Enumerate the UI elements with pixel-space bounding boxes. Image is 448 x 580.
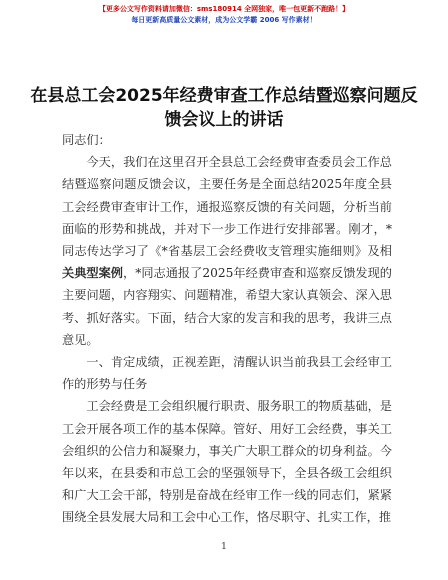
paragraph-3: 工会经费是工会组织履行职责、服务职工的物质基础，是工会开展各项工作的基本保障。管好、用好工会经费，事关工会组织的公信力和凝聚力，事关广大职工群众的切身利益。今年以来，在县委和市总工会的坚强领导下，全县各级工会组织和广大工会干部，特别是奋战在经审工作一线的同志们，紧紧围绕全县发展大局和工会中心工作，恪尽职守、扎实工作，推 bbox=[62, 399, 392, 525]
banner-line-1: 【更多公文写作资料请加微信：sms180914 全网独家，唯一包更新不跑路！】 bbox=[98, 5, 350, 13]
salutation: 同志们： bbox=[62, 133, 111, 147]
paragraph-1-text-a: 今天，我们在这里召开全县总工会经费审查委员会工作总结暨巡察问题反馈会议，主要任务是全面总结2025年度全县工会经费审查审计工作，通报巡察反馈的有关问题，分析当前面临的形势和挑战，并对下一步工作进行安排部署。刚才，*同志传达学习了《*省基层工会经费收支管理实施细则》及相 bbox=[62, 155, 392, 259]
banner-line-2: 每日更新高质量公文素材，成为公文学霸 2006 写作素材！ bbox=[131, 16, 317, 24]
paragraph-1-bold: 关典型案例 bbox=[62, 266, 124, 281]
document-body bbox=[62, 129, 392, 529]
paragraph-1-text-b: ，*同志通报了2025年经费审查和巡察反馈发现的主要问题，内容翔实、问题精准，希望大家认真领会、深入思考、抓好落实。下面，结合大家的发言和我的思考，我讲三点意见。 bbox=[62, 266, 392, 347]
page-number: 1 bbox=[221, 542, 227, 552]
paragraph-1 bbox=[62, 151, 392, 351]
section-heading-1: 一、肯定成绩，正视差距，清醒认识当前我县工会经审工作的形势与任务 bbox=[62, 355, 392, 392]
document-title: 在县总工会2025年经费审查工作总结暨巡察问题反馈会议上的讲话 bbox=[30, 86, 418, 130]
header-banner bbox=[0, 4, 448, 26]
